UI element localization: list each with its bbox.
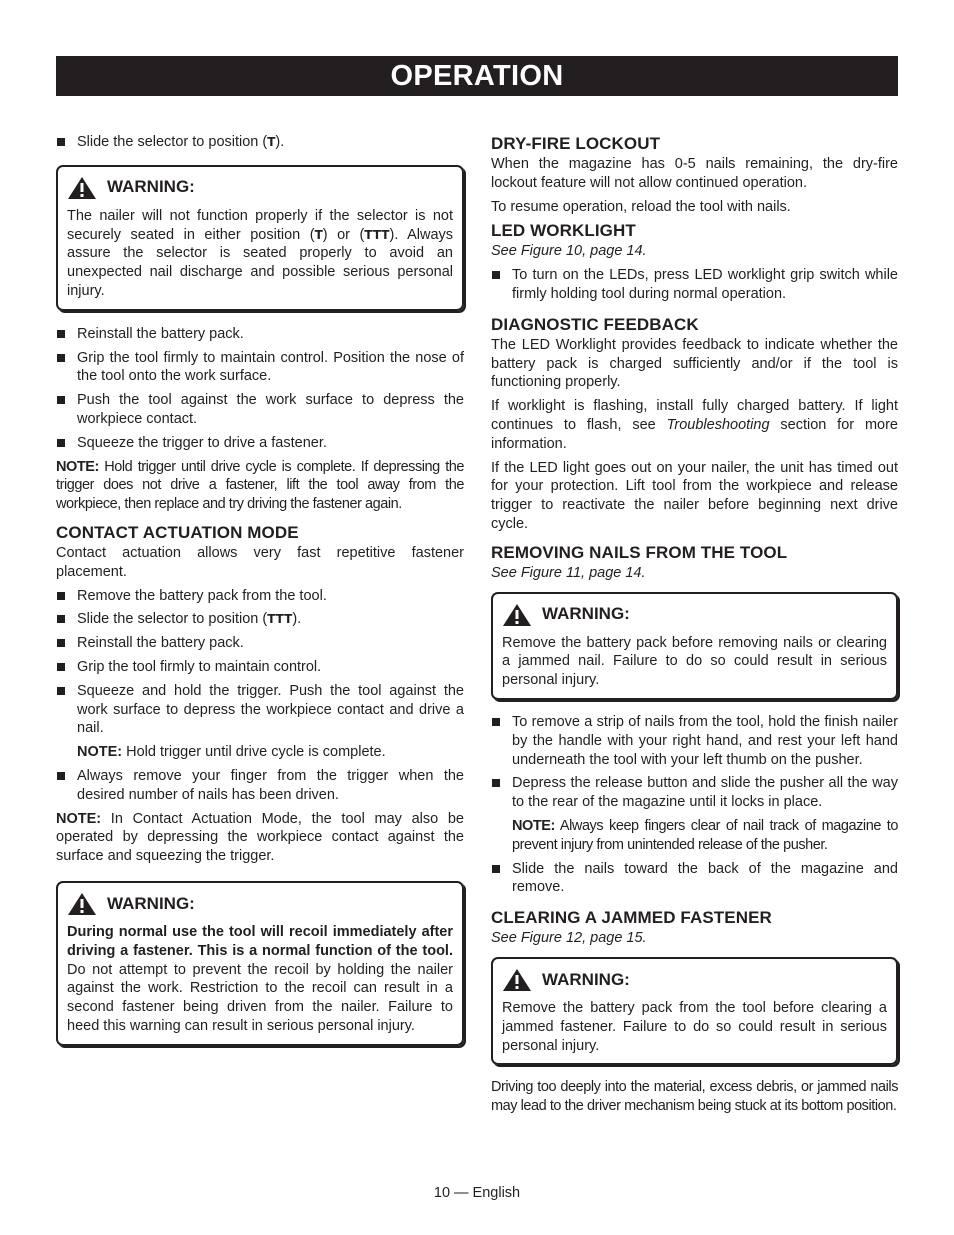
note: NOTE: Hold trigger until drive cycle is complete. If depressing the trigger does not drive a fastener, lift the tool away from the workpiece, then replace and try driving the fastener again. <box>56 458 464 513</box>
list-item: Slide the selector to position (T). <box>56 133 464 152</box>
list-item: To turn on the LEDs, press LED worklight grip switch while firmly holding tool during normal operation. <box>491 266 898 304</box>
warning-header <box>67 891 453 917</box>
note: NOTE: Hold trigger until drive cycle is complete. <box>77 744 386 761</box>
warning-title: WARNING: <box>542 604 630 624</box>
paragraph: Contact actuation allows very fast repetitive fastener placement. <box>56 544 464 580</box>
right-column <box>491 133 898 1121</box>
paragraph: If worklight is flashing, install fully charged battery. If light continues to flash, see Troubleshooting section for more information. <box>491 398 898 452</box>
operation-steps <box>56 325 464 453</box>
section-heading: LED WORKLIGHT <box>491 221 636 241</box>
page-footer: 10 — English <box>433 1185 521 1201</box>
paragraph: To resume operation, reload the tool with nails. <box>491 198 791 215</box>
figure-reference: See Figure 11, page 14. <box>491 564 646 581</box>
contact-steps-end <box>56 767 464 805</box>
figure-reference: See Figure 12, page 15. <box>491 930 647 947</box>
single-nail-symbol: T <box>314 227 323 242</box>
contact-steps <box>56 587 464 739</box>
warning-triangle-icon <box>502 603 532 627</box>
paragraph: When the magazine has 0-5 nails remaining, the dry-fire lockout feature will not allow continued operation. <box>491 156 898 191</box>
list-item: Always remove your finger from the trigger when the desired number of nails has been driven. <box>56 767 464 805</box>
list-item: Grip the tool firmly to maintain control. <box>56 658 464 677</box>
list-item: Reinstall the battery pack. <box>56 325 464 344</box>
warning-triangle-icon <box>502 968 532 992</box>
remove-steps <box>491 713 898 812</box>
warning-header <box>67 175 453 201</box>
paragraph: If the LED light goes out on your nailer, the unit has timed out for your protection. Lift tool from the workpiece and release trigger to reactivate the nailer before beginning next drive cycle. <box>491 459 898 532</box>
warning-triangle-icon <box>67 892 97 916</box>
warning-box <box>56 165 464 311</box>
led-steps <box>491 266 898 304</box>
warning-box <box>491 592 898 700</box>
multi-nail-symbol: TTT <box>364 227 390 242</box>
section-heading: CLEARING A JAMMED FASTENER <box>491 908 772 928</box>
list-item: Squeeze the trigger to drive a fastener. <box>56 434 464 453</box>
warning-header <box>502 602 887 628</box>
warning-title: WARNING: <box>542 969 630 989</box>
list-item: Grip the tool firmly to maintain control. Position the nose of the tool onto the work surface. <box>56 349 464 387</box>
list-item: Depress the release button and slide the pusher all the way to the rear of the magazine until it locks in place. <box>491 774 898 812</box>
multi-nail-symbol: TTT <box>267 612 293 627</box>
warning-text: During normal use the tool will recoil immediately after driving a fastener. This is a normal function of the tool. Do not attempt to prevent the recoil by holding the nailer against the work. Restriction to the recoil can result in a second fastener being driven from the nailer. Failure to heed this warning can result in serious personal injury. <box>67 923 453 1034</box>
list-item: Squeeze and hold the trigger. Push the tool against the work surface to depress the workpiece contact and drive a nail. <box>56 682 464 738</box>
list-item: Push the tool against the work surface to depress the workpiece contact. <box>56 391 464 429</box>
warning-text: Remove the battery pack before removing nails or clearing a jammed nail. Failure to do so could result in serious personal injury. <box>502 634 887 689</box>
section-heading: DRY-FIRE LOCKOUT <box>491 134 661 153</box>
section-heading: DIAGNOSTIC FEEDBACK <box>491 314 699 334</box>
list-item: Slide the selector to position (TTT). <box>56 610 464 629</box>
section-heading: REMOVING NAILS FROM THE TOOL <box>491 542 788 562</box>
warning-header <box>502 967 887 993</box>
page-title: OPERATION <box>56 56 898 96</box>
section-heading: CONTACT ACTUATION MODE <box>56 522 299 542</box>
figure-reference: See Figure 10, page 14. <box>491 243 647 260</box>
list-item: Slide the nails toward the back of the magazine and remove. <box>491 860 898 898</box>
warning-title: WARNING: <box>107 177 195 197</box>
paragraph: Driving too deeply into the material, excess debris, or jammed nails may lead to the driver mechanism being stuck at its bottom position. <box>491 1079 898 1115</box>
paragraph: The LED Worklight provides feedback to indicate whether the battery pack is charged sufficiently and/or if the tool is functioning properly. <box>491 336 898 391</box>
warning-title: WARNING: <box>107 893 195 913</box>
warning-text: The nailer will not function properly if the selector is not securely seated in either position (T) or (TTT). Always assure the selector is seated properly to avoid an unexpected nail discharge and possible serious personal injury. <box>67 207 454 299</box>
single-nail-symbol: T <box>267 135 276 149</box>
selector-list <box>56 133 464 152</box>
warning-box <box>491 957 898 1065</box>
list-item: Remove the battery pack from the tool. <box>56 587 464 606</box>
note: NOTE: Always keep fingers clear of nail track of magazine to prevent injury from unintended release of the pusher. <box>512 817 898 853</box>
warning-triangle-icon <box>67 176 97 200</box>
list-item: Reinstall the battery pack. <box>56 634 464 653</box>
note: NOTE: In Contact Actuation Mode, the tool may also be operated by depressing the workpiece contact against the surface and squeezing the trigger. <box>56 810 464 865</box>
list-item: To remove a strip of nails from the tool, hold the finish nailer by the handle with your right hand, and rest your left hand underneath the tool with your left thumb on the pusher. <box>491 713 898 769</box>
warning-text: Remove the battery pack from the tool before clearing a jammed fastener. Failure to do so could result in serious personal injury. <box>502 999 887 1054</box>
left-column <box>56 133 464 1046</box>
remove-steps-end <box>491 860 898 898</box>
warning-box <box>56 881 464 1046</box>
